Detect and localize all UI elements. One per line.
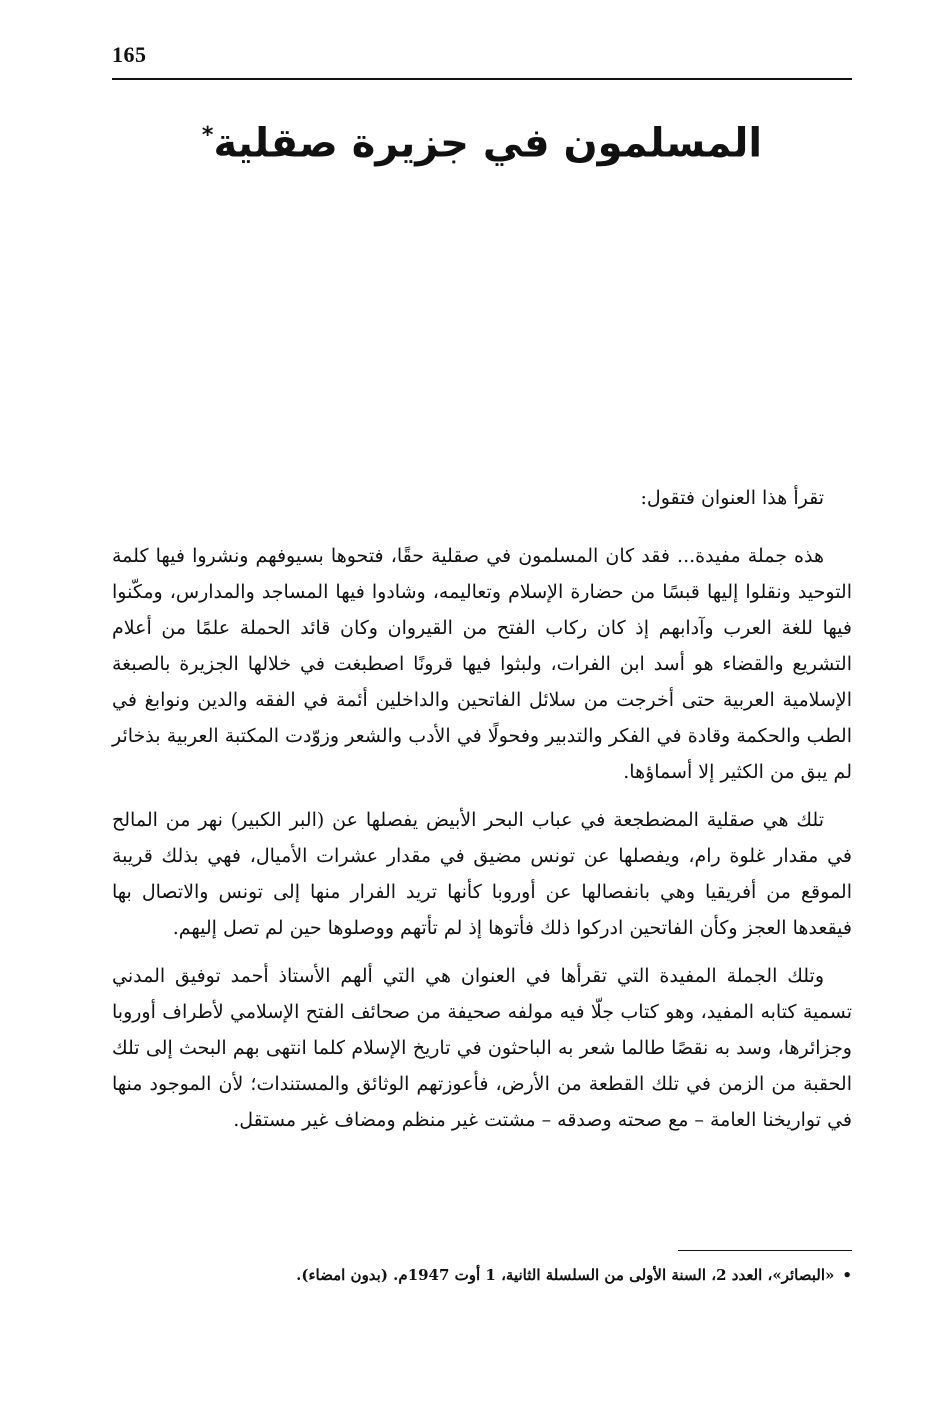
article-title [112,106,852,173]
page-number: 165 [112,42,147,67]
paragraph-3: وتلك الجملة المفيدة التي تقرأها في العنوان هي التي ألهم الأستاذ أحمد توفيق المدني تسمية كتابه المفيد، وهو كتاب جلّا فيه مولفه صحيفة من صحائف الفتح الإسلامي لأطراف أوروبا وجزائرها، وسد به نقصًا طالما شعر به الباحثون في تاريخ الإسلام كلما انتهى بهم البحث إلى تلك الحقبة من الزمن في تلك القطعة من الأرض، فأعوزتهم الوثائق والمستندات؛ لأن الموجود منها في تواريخنا العامة – مع صحته وصدقه – مشتت غير منظم ومضاف غير مستقل. [112,965,852,1131]
paragraph-2: تلك هي صقلية المضطجعة في عباب البحر الأبيض يفصلها عن (البر الكبير) نهر من المالح في مقدار غلوة رام، ويفصلها عن تونس مضيق في مقدار عشرات الأميال، فهي بذلك قريبة الموقع من أفريقيا وهي بانفصالها عن أوروبا كأنها تريد الفرار منها إلى تونس والاتصال بها فيقعدها العجز وكأن الفاتحين ادركوا ذلك فأتوها إذ لم تأتهم ووصلوها حين لم تصل إليهم. [112,809,852,939]
footnote-rule [678,1250,852,1251]
header-rule [112,78,852,80]
title-footnote-marker: * [201,123,214,148]
article-title-text: المسلمون في جزيرة صقلية [213,120,763,167]
paragraph-1: هذه جملة مفيدة... فقد كان المسلمون في صقلية حقًا، فتحوها بسيوفهم ونشروا فيها كلمة التوحيد ونقلوا إليها قبسًا من حضارة الإسلام وتعاليمه، وشادوا فيها المساجد والمدارس، ومكّنوا فيها للغة العرب وآدابهم إذ كان ركاب الفتح من القيروان وكان قائد الحملة علمًا من أعلام التشريع والقضاء هو أسد ابن الفرات، ولبثوا فيها قرونًا اصطبغت في خلالها الجزيرة بالصبغة الإسلامية العربية حتى أخرجت من سلائل الفاتحين والداخلين أئمة في الفقه والدين ونوابغ في الطب والحكمة وقادة في الفكر والتدبير وفحولًا في الأدب والشعر وزوّدت المكتبة العربية بذخائر لم يبق من الكثير إلا أسماؤها. [112,545,852,783]
paragraph-intro: تقرأ هذا العنوان فتقول: [640,487,824,509]
footnote-bullet: • [842,1266,852,1284]
footnote [112,1262,852,1288]
article-body [112,480,852,1150]
footnote-text: «البصائر»، العدد 2، السنة الأولى من السلسلة الثانية، 1 أوت 1947م. (بدون امضاء). [296,1266,835,1284]
